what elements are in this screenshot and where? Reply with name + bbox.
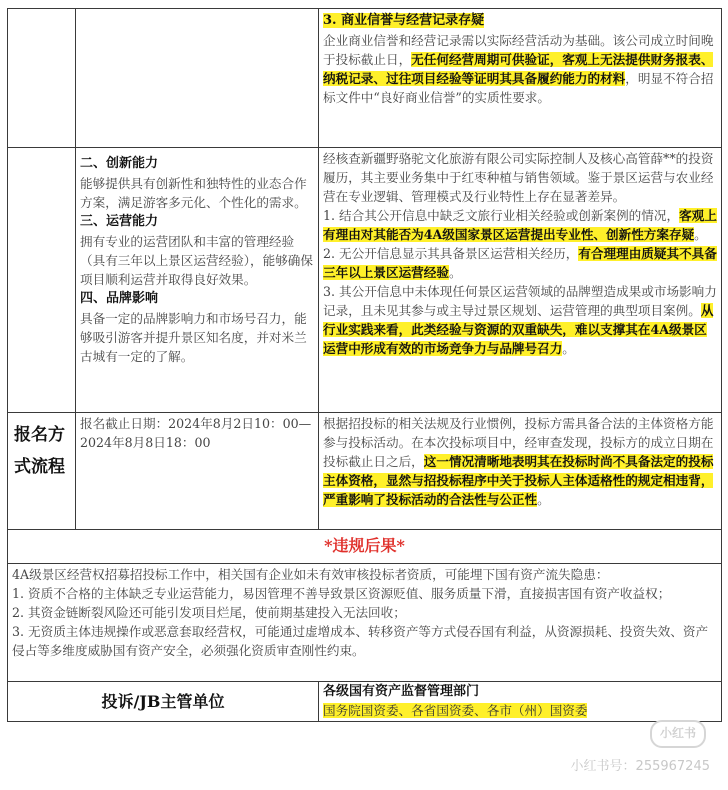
highlighted-claim: 客观上有理由对其能否为4A级国家景区运营提出专业性、创新性方案存疑 [323,208,717,242]
watermark-id: 小红书号：255967245 [570,759,710,774]
requirement-brand-title: 四、品牌影响 [80,291,159,306]
row2-requirement-cell [76,148,319,413]
supervision-dept: 各级国有资产监督管理部门 [323,684,480,699]
complaint-label: 投诉/JB主管单位 [101,691,225,711]
analysis-point-2 [319,244,721,282]
registration-label-cell [8,413,76,530]
requirement-innovation [76,154,318,212]
highlighted-claim: 从行业实践来看，此类经验与资源的双重缺失，难以支撑其在4A级景区运营中形成有效的市场竞争力与品牌号召力 [323,303,714,356]
text-segment: 1. 结合其公开信息中缺乏文旅行业相关经验或创新案例的情况， [323,208,680,223]
text-segment: 。 [448,265,462,280]
row-registration-process [8,413,722,530]
text-segment: ，明显不符合招标文件中“良好商业信誉”的实质性要求。 [323,71,714,105]
analysis-point-1 [319,206,721,244]
text-segment: 2. 无公开信息显示其具备景区运营相关经历， [323,246,579,261]
requirement-innovation-text: 能够提供具有创新性和独特性的业态合作方案，满足游客多元化、个性化的需求。 [80,176,307,210]
investment-history-text: 经核查新疆野骆驼文化旅游有限公司实际控制人及核心高管薛**的投资履历，其主要业务集中于红枣种植与销售领域。鉴于景区运营与农业经营在专业逻辑、管理模式及行业特性上存在显著差异。 [323,151,714,204]
row2-analysis-cell [319,148,722,413]
registration-analysis-text [319,413,721,509]
complaint-dept-cell [319,682,722,722]
row-consequences-title [8,530,722,564]
text-segment: 企业商业信誉和经营记录需以实际经营活动为基础。该公司成立时间晚于投标截止日， [323,33,714,67]
business-credit-text [319,31,721,107]
registration-deadline-cell [76,413,319,530]
consequences-title-cell [8,530,722,564]
sasac-orgs: 国务院国资委、各省国资委、各市（州）国资委 [323,703,588,718]
complaint-label-cell [8,682,319,722]
requirement-operation-title: 三、运营能力 [80,214,159,229]
registration-analysis-cell [319,413,722,530]
highlighted-claim: 无任何经营周期可供验证，客观上无法提供财务报表、纳税记录、过往项目经验等证明其具备履约能力的材料 [323,52,714,86]
requirement-operation [76,212,318,289]
row1-requirement-cell [76,9,319,148]
registration-label: 报名方式流程 [14,425,65,477]
requirement-brand [76,289,318,366]
consequence-2: 2. 其资金链断裂风险还可能引发项目烂尾，使前期基建投入无法回收； [12,605,406,620]
text-segment: 3. 其公开信息中未体现任何景区运营领域的品牌塑造成果或市场影响力记录，且未见其参与或主导过景区规划、运营管理的典型项目案例。 [323,284,717,318]
consequence-intro: 4A级景区经营权招募招投标工作中，相关国有企业如未有效审核投标者资质，可能埋下国有资产流失隐患： [12,567,609,582]
bid-complaint-table [7,8,722,722]
text-segment: 。 [694,227,707,242]
row2-label-cell [8,148,76,413]
registration-deadline: 报名截止日期：2024年8月2日10：00—2024年8月8日18：00 [80,416,312,450]
row-complaint-authority [8,682,722,722]
consequences-body-cell [8,564,722,682]
text-segment: 。 [562,341,575,356]
row-qualification-requirements [8,148,722,413]
highlighted-claim: 有合理理由质疑其不具备三年以上景区运营经验 [323,246,717,280]
requirement-operation-text: 拥有专业的运营团队和丰富的管理经验（具有三年以上景区运营经验），能够确保项目顺利运营并取得良好效果。 [80,234,313,287]
requirement-brand-text: 具备一定的品牌影响力和市场号召力，能够吸引游客并提升景区知名度，并对米兰古城有一定的了解。 [80,311,307,364]
consequences-title: *违规后果* [324,536,405,555]
text-segment: 根据招投标的相关法规及行业惯例，投标方需具备合法的主体资格方能参与投标活动。在本次投标项目中，经审查发现，投标方的成立日期在投标截止日之后， [323,416,714,469]
row-consequences-body [8,564,722,682]
row-business-credit [8,9,722,148]
highlighted-claim: 这一情况清晰地表明其在投标时尚不具备法定的投标主体资格，显然与招投标程序中关于投标人主体适格性的规定相违背，严重影响了投标活动的合法性与公正性 [323,454,714,507]
watermark-logo: 小红书 [650,720,706,748]
analysis-point-3 [319,282,721,358]
row1-analysis-cell [319,9,722,148]
business-credit-heading: 3. 商业信誉与经营记录存疑 [323,13,485,28]
consequence-1: 1. 资质不合格的主体缺乏专业运营能力，易因管理不善导致景区资源贬值、服务质量下滑，直接损害国有资产收益权； [12,586,671,601]
requirement-innovation-title: 二、创新能力 [80,156,159,171]
consequence-3: 3. 无资质主体违规操作或恶意套取经营权，可能通过虚增成本、转移资产等方式侵吞国有利益，从资源损耗、投资失效、资产侵占等多维度威胁国有资产安全，必须强化资质审查刚性约束。 [12,624,709,658]
row1-label-cell [8,9,76,148]
text-segment: 。 [537,492,550,507]
